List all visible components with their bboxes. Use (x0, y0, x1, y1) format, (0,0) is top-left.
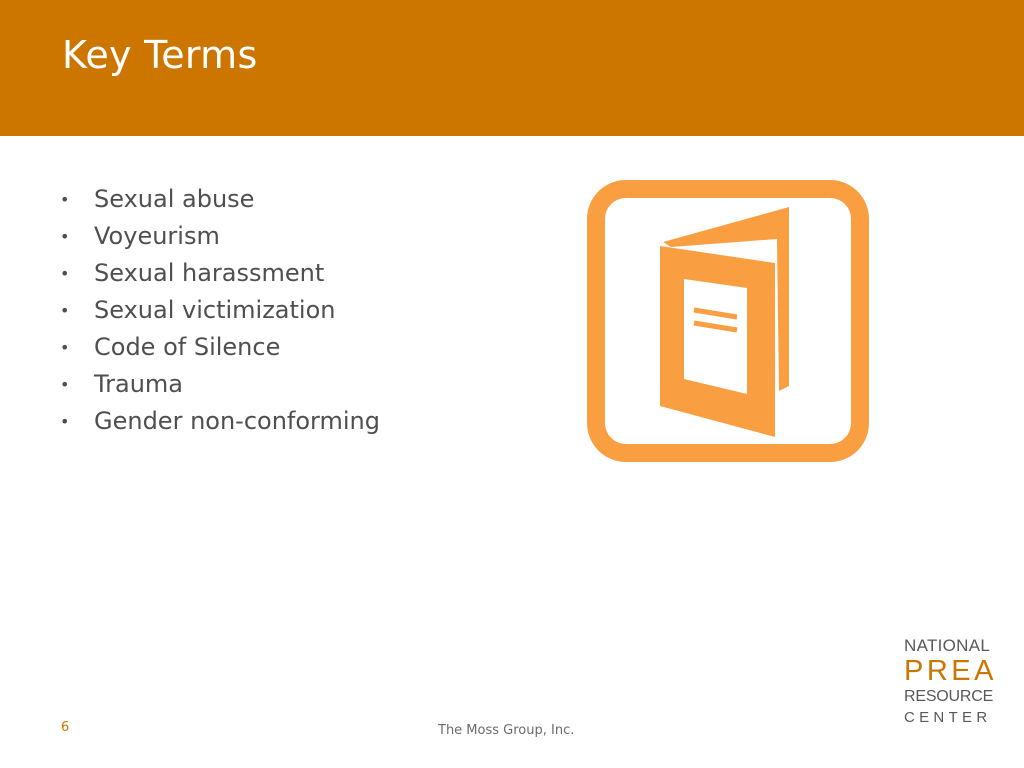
bullet-icon: • (60, 301, 70, 320)
book-icon (587, 180, 869, 462)
term-label: Gender non-conforming (94, 407, 380, 435)
list-item (60, 255, 380, 292)
logo-line-national: NATIONAL (904, 636, 991, 655)
term-label: Voyeurism (94, 222, 220, 250)
term-label: Sexual harassment (94, 259, 325, 287)
slide-number: 6 (61, 720, 70, 735)
bullet-icon: • (60, 227, 70, 246)
term-label: Sexual abuse (94, 185, 255, 213)
list-item (60, 329, 380, 366)
bullet-icon: • (60, 190, 70, 209)
bullet-icon: • (60, 338, 70, 357)
bullet-icon: • (60, 375, 70, 394)
key-terms-list (60, 181, 380, 440)
list-item (60, 292, 380, 329)
logo-line-resource: RESOURCE (904, 688, 994, 705)
list-item (60, 403, 380, 440)
logo-line-center: CENTER (904, 709, 992, 726)
logo-line-prea: PREA (904, 655, 997, 687)
list-item (60, 366, 380, 403)
list-item (60, 181, 380, 218)
slide-title: Key Terms (62, 33, 258, 77)
footer-text: The Moss Group, Inc. (438, 723, 575, 738)
term-label: Sexual victimization (94, 296, 336, 324)
bullet-icon: • (60, 264, 70, 283)
prea-logo (904, 636, 1000, 728)
term-label: Trauma (94, 370, 184, 398)
term-label: Code of Silence (94, 333, 281, 361)
list-item (60, 218, 380, 255)
bullet-icon: • (60, 412, 70, 431)
